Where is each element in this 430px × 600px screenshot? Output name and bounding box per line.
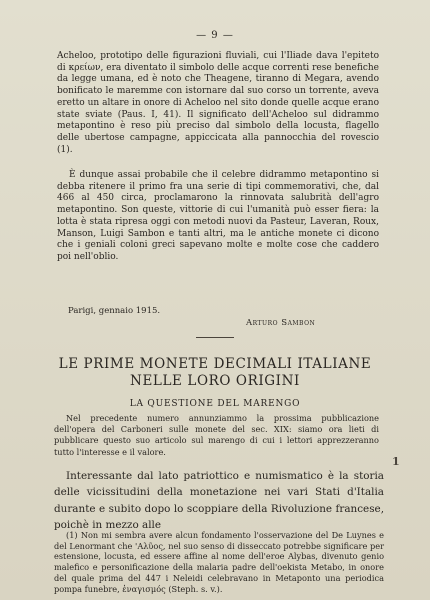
article-subtitle: LA QUESTIONE DEL MARENGO xyxy=(129,399,301,409)
author-signature: Arturo Sambon xyxy=(246,318,316,328)
article-title-line2: NELLE LORO ORIGINI xyxy=(130,373,300,389)
page-number: — 9 — xyxy=(196,30,234,41)
paragraph-conclusion: È dunque assai probabile che il celebre didrammo metapontino si debba ritenere il primo fra una serie di tipi commemorativi, che, dal 466 al 450 circa, proclamarono la rinnovata salubrità dell'agro metapontino. Son queste, vittorie di cui l'umanità può esser fiera: la lotta è stata ripresa oggi con metodi nuovi da Pasteur, Laveran, Roux, Manson, Luigi Sambon e tanti altri, ma le antiche monete ci dicono che i geniali coloni greci sapevano molte e molte cose che caddero poi nell'oblio. xyxy=(57,170,379,262)
article-body: Interessante dal lato patriottico e numismatico è la storia delle vicissitudini della monetazione nei vari Stati d'Italia durante e subito dopo lo scoppiare della Rivoluzione francese, poichè in mezzo alle xyxy=(54,470,384,532)
paragraph-acheloo: Acheloo, prototipo delle figurazioni fluviali, cui l'Iliade dava l'epiteto di κρείων, era diventato il simbolo delle acque correnti rese benefiche da legge umana, ed è noto che Theagene, tiranno di Megara, avendo bonificato le maremme con istornare dal suo corso un torrente, aveva eretto un altare in onore di Acheloo nel sito donde quelle acque erano state sviate (Paus. I, 41). Il significato dell'Acheloo sul didrammo metapontino è reso più preciso dal simbolo della locusta, flagello delle ubertose campagne, appiccicata alla pannocchia del rovescio (1). xyxy=(57,51,379,155)
footnote: (1) Non mi sembra avere alcun fondamento l'osservazione del De Luynes e del Lenormant che 'Αλῦος, nel suo senso di disseccato potrebbe significare per estensione, locusta, ed essere affine al nome dell'eroe Alybas, divenuto genio malefico e personificazione della malaria padre dell'oekista Metabo, in onore del quale prima del 447 i Neleidi celebravano in Metaponto una periodica pompa funebre, ἐναγισμός (Steph. s. v.). xyxy=(54,530,384,594)
margin-mark: 1 xyxy=(392,455,400,468)
section-divider xyxy=(196,337,234,338)
editorial-intro: Nel precedente numero annunziammo la prossima pubblicazione dell'opera del Carboneri sulle monete del sec. XIX: siamo ora lieti di pubblicare questo suo articolo sul marengo di cui i lettori apprezzeranno tutto l'interesse e il valore. xyxy=(54,413,379,457)
dateline: Parigi, gennaio 1915. xyxy=(68,306,161,316)
article-title-line1: LE PRIME MONETE DECIMALI ITALIANE xyxy=(58,356,372,372)
